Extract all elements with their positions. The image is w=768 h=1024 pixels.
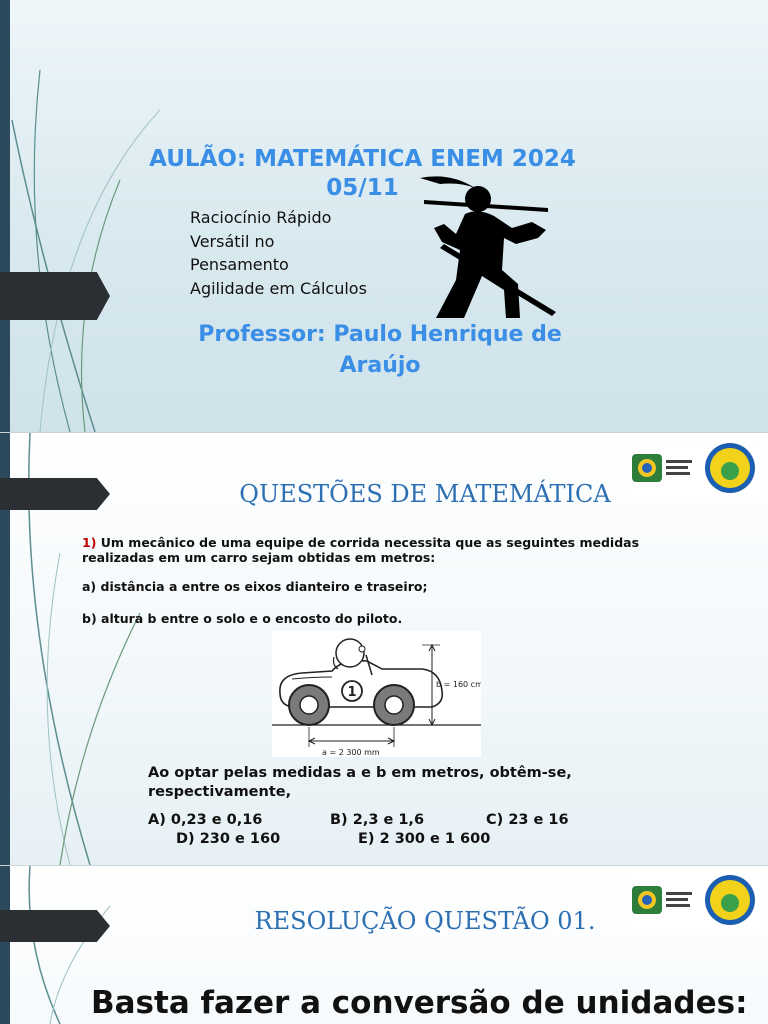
ninja-silhouette-icon xyxy=(420,172,560,322)
prompt-line-1: Ao optar pelas medidas a e b em metros, obtêm-se, xyxy=(148,765,572,781)
race-car-illustration-icon xyxy=(272,631,481,757)
professor-name xyxy=(140,319,620,381)
state-coat-of-arms-logo-icon xyxy=(632,454,692,482)
answer-option-a: A) 0,23 e 0,16 xyxy=(148,812,263,828)
distance-a-label: a = 2 300 mm xyxy=(322,748,380,757)
institution-logos xyxy=(626,874,766,929)
feature-item: Pensamento xyxy=(190,255,289,274)
state-coat-of-arms-logo-icon xyxy=(632,886,692,914)
car-number-label: 1 xyxy=(347,685,357,700)
question-item-b: b) altura b entre o solo e o encosto do piloto. xyxy=(82,611,403,626)
answer-option-d: D) 230 e 160 xyxy=(176,831,281,847)
professor-line-2: Araújo xyxy=(339,353,421,378)
question-item-a: a) distância a entre os eixos dianteiro e traseiro; xyxy=(82,579,428,594)
question-statement xyxy=(82,535,639,565)
title-line-2: 05/11 xyxy=(326,175,399,201)
questions-title: QUESTÕES DE MATEMÁTICA xyxy=(239,480,611,508)
race-car-figure xyxy=(272,631,481,757)
answer-option-c: C) 23 e 16 xyxy=(486,812,569,828)
title-line-1: AULÃO: MATEMÁTICA ENEM 2024 xyxy=(149,146,576,172)
question-line-2: realizadas em um carro sejam obtidas em metros: xyxy=(82,550,436,565)
height-b-label: b = 160 cm xyxy=(436,680,481,689)
institution-logos xyxy=(626,442,766,497)
decorative-swooshes xyxy=(0,0,160,432)
feature-item: Raciocínio Rápido xyxy=(190,208,332,227)
slide-tab-marker xyxy=(0,478,110,510)
question-number: 1) xyxy=(82,535,97,550)
resolution-intro-text: Basta fazer a conversão de unidades: xyxy=(91,985,748,1021)
slide-1 xyxy=(0,0,768,432)
answer-option-b: B) 2,3 e 1,6 xyxy=(330,812,425,828)
prompt-line-2: respectivamente, xyxy=(148,784,292,800)
question-prompt xyxy=(148,764,572,802)
question-line-1: Um mecânico de uma equipe de corrida necessita que as seguintes medidas xyxy=(96,535,640,550)
school-seal-logo-icon xyxy=(705,443,755,493)
school-seal-logo-icon xyxy=(705,875,755,925)
professor-line-1: Professor: Paulo Henrique de xyxy=(198,322,562,347)
answer-option-e: E) 2 300 e 1 600 xyxy=(358,831,491,847)
features-list xyxy=(190,206,367,300)
slide-tab-marker xyxy=(0,272,110,320)
resolution-title: RESOLUÇÃO QUESTÃO 01. xyxy=(254,907,596,935)
feature-item: Agilidade em Cálculos xyxy=(190,278,367,298)
feature-item: Versátil no xyxy=(190,231,275,251)
slide-tab-marker xyxy=(0,910,110,942)
